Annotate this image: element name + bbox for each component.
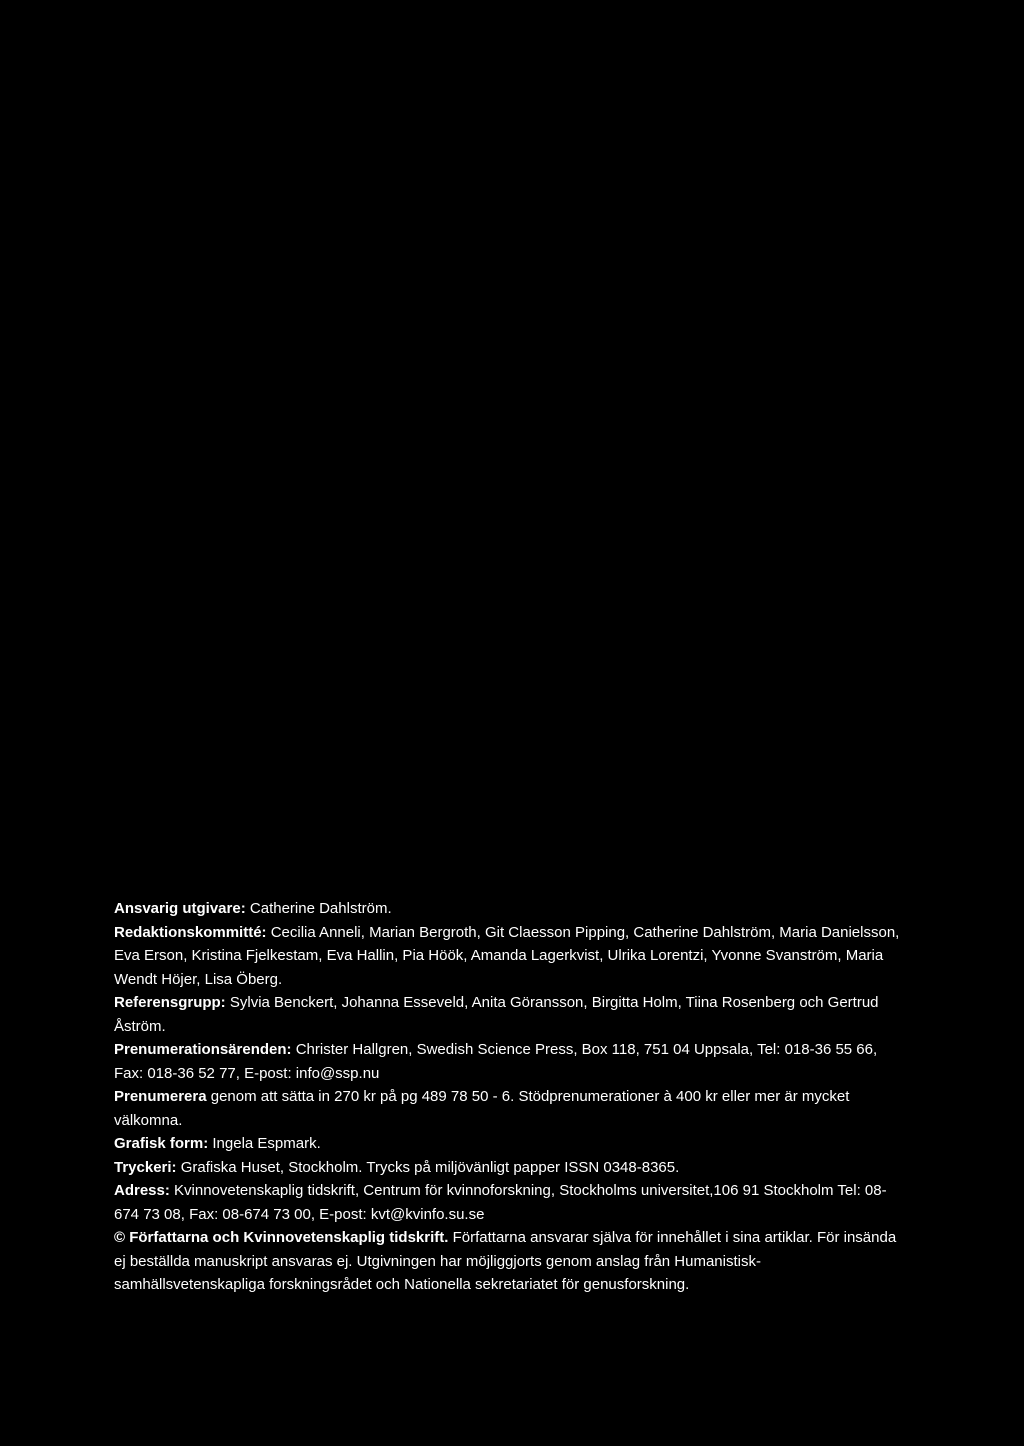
printer-label: Tryckeri: xyxy=(114,1158,177,1176)
graphic-design-label: Grafisk form: xyxy=(114,1135,209,1152)
editorial-committee-text: Cecilia Anneli, Marian Bergroth, Git Claesson Pipping, Catherine Dahlström, Maria Danielsson, Eva Erson, Kristina Fjelkestam, Eva Hallin, Pia Höök, Amanda Lagerkvist, Ulrika Lorentzi, Yvonne Svanström, Maria Wendt Höjer, Lisa Öberg. xyxy=(114,923,900,988)
printer xyxy=(114,1156,904,1180)
publisher-label: Ansvarig utgivare: xyxy=(114,900,246,917)
graphic-design-text: Ingela Espmark. xyxy=(212,1135,321,1152)
colophon xyxy=(114,897,904,1297)
subscription-matters xyxy=(114,1038,904,1085)
subscribe-text: genom att sätta in 270 kr på pg 489 78 50 - 6. Stödprenumerationer à 400 kr eller mer är mycket välkomna. xyxy=(114,1088,850,1129)
editorial-committee-label: Redaktionskommitté: xyxy=(114,923,267,941)
copyright-notice xyxy=(114,1226,904,1297)
reference-group-text: Sylvia Benckert, Johanna Esseveld, Anita Göransson, Birgitta Holm, Tiina Rosenberg och Gertrud Åström. xyxy=(114,994,879,1035)
subscribe-label: Prenumerera xyxy=(114,1088,207,1105)
copyright-label: © Författarna och Kvinnovetenskaplig tidskrift. xyxy=(114,1229,449,1246)
subscription-matters-label: Prenumerationsärenden: xyxy=(114,1041,292,1058)
subscription-matters-text: Christer Hallgren, Swedish Science Press, Box 118, 751 04 Uppsala, Tel: 018-36 55 66, Fax: 018-36 52 77, E-post: info@ssp.nu xyxy=(114,1041,878,1082)
editorial-committee xyxy=(114,921,904,992)
address-label: Adress: xyxy=(114,1182,170,1199)
copyright-text: Författarna ansvarar själva för innehållet i sina artiklar. För insända ej beställda manuskript ansvaras ej. Utgivningen har möjliggjorts genom anslag från Humanistisk-samhällsvetenskapliga forskningsrådet och Nationella sekretariatet för genusforskning. xyxy=(114,1229,897,1293)
graphic-design xyxy=(114,1132,904,1156)
subscribe-info xyxy=(114,1085,904,1132)
publisher-text: Catherine Dahlström. xyxy=(249,900,392,917)
publisher-line xyxy=(114,897,904,921)
address xyxy=(114,1179,904,1226)
address-text: Kvinnovetenskaplig tidskrift, Centrum för kvinnoforskning, Stockholms universitet,106 91 Stockholm Tel: 08-674 73 08, Fax: 08-674 73 00, E-post: kvt@kvinfo.su.se xyxy=(114,1182,887,1223)
printer-text: Grafiska Huset, Stockholm. Trycks på miljövänligt papper ISSN 0348-8365. xyxy=(180,1158,680,1176)
reference-group-label: Referensgrupp: xyxy=(114,994,226,1011)
reference-group xyxy=(114,991,904,1038)
